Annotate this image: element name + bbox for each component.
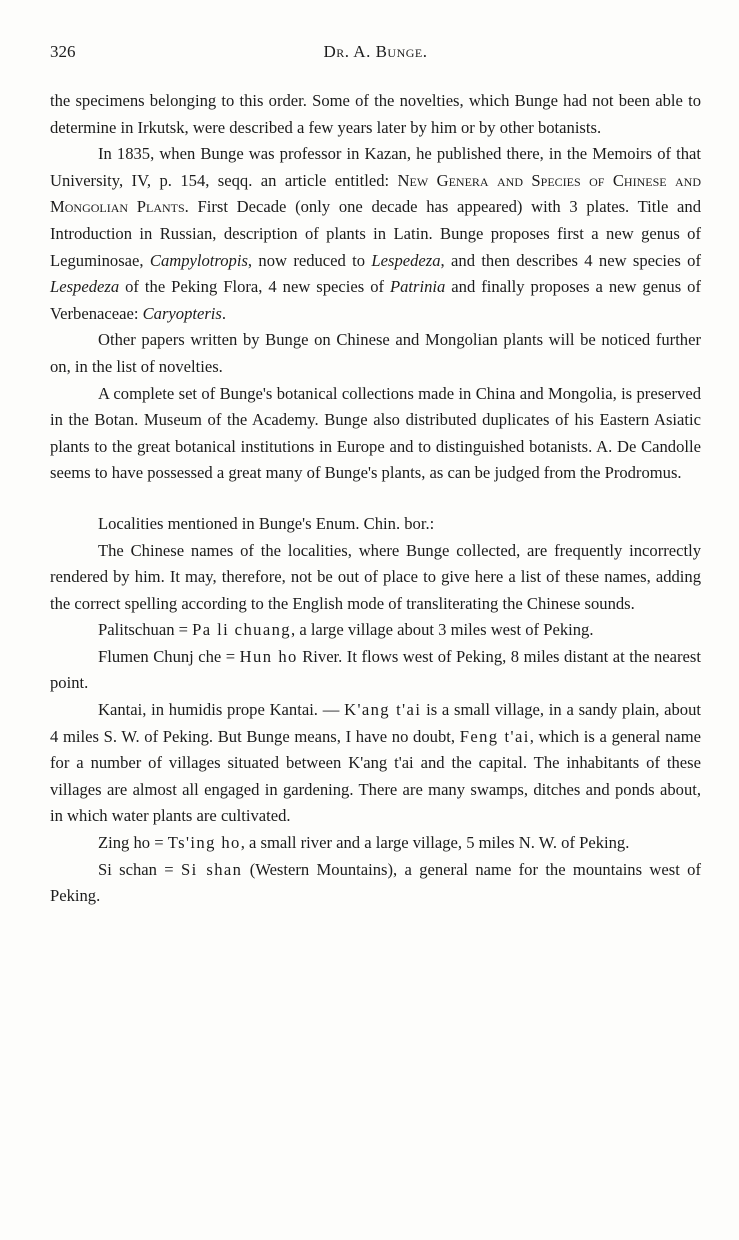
genus-lespedeza-2: Lespedeza bbox=[50, 277, 120, 297]
p10-text-b: , a small river and a large village, 5 miles N. W. of Peking. bbox=[240, 833, 630, 853]
p8-name: Hun ho bbox=[239, 646, 298, 666]
section-gap bbox=[50, 487, 701, 511]
p9-name-2: Feng t'ai bbox=[459, 726, 530, 746]
locality-palitschuan bbox=[50, 617, 701, 644]
book-page bbox=[0, 40, 739, 1240]
paragraph-1: the specimens belonging to this order. Some of the novelties, which Bunge had not been able to determine in Irkutsk, were described a few years later by him or by other botanists. bbox=[50, 91, 701, 137]
paragraph-4: A complete set of Bunge's botanical collections made in China and Mongolia, is preserved in the Botan. Museum of the Academy. Bunge also distributed duplicates of his Eastern Asiatic plants to the great botanical institutions in Europe and to distinguished botanists. A. De Candolle seems to have possessed a great many of Bunge's plants, as can be judged from the Prodromus. bbox=[50, 383, 701, 483]
localities-heading: Localities mentioned in Bunge's Enum. Chin. bor.: bbox=[98, 513, 435, 533]
genus-lespedeza-1: Lespedeza bbox=[371, 250, 441, 270]
p7-name: Pa li chuang bbox=[192, 620, 292, 640]
page-header bbox=[50, 40, 701, 70]
p9-name-1: K'ang t'ai bbox=[344, 700, 422, 720]
p9-name-3: K'ang t'ai bbox=[348, 753, 414, 773]
p9-text-b: is a small village, in a sandy plain, about 4 miles S. W. of Peking. But Bunge means, I have no doubt, bbox=[50, 700, 701, 746]
p2-text-b: First Decade (only one decade has appeared) with 3 plates. Title and Introduction in Russian, description of plants in Latin. Bunge proposes first a new genus of Leguminosae, bbox=[50, 197, 701, 270]
locality-tsing-ho bbox=[50, 830, 701, 857]
p7-text-b: , a large village about 3 miles west of Peking. bbox=[291, 620, 594, 640]
locality-si-shan bbox=[50, 857, 701, 910]
p8-text-b: River. It flows west of Peking, 8 miles distant at the nearest point. bbox=[50, 646, 701, 693]
p2-text-f: and finally proposes a new genus of Verbenaceae: bbox=[50, 277, 701, 323]
p8-text-a: Flumen Chunj che = bbox=[98, 646, 240, 666]
p2-text-e: of the Peking Flora, 4 new species of bbox=[119, 277, 390, 297]
p11-text-a: Si schan = bbox=[98, 859, 181, 879]
paragraph-6: The Chinese names of the localities, where Bunge collected, are frequently incorrectly rendered by him. It may, therefore, not be out of place to give here a list of these names, adding the correct spelling according to the English mode of transliterating the Chinese sounds. bbox=[50, 540, 701, 613]
body-text bbox=[50, 88, 701, 910]
p11-name: Si shan bbox=[180, 859, 243, 879]
p10-name: Ts'ing ho bbox=[167, 833, 241, 853]
paragraph-3: Other papers written by Bunge on Chinese and Mongolian plants will be noticed further on, in the list of novelties. bbox=[50, 330, 701, 376]
p11-text-b: (Western Mountains), a general name for the mountains west of Peking. bbox=[50, 859, 701, 906]
genus-patrinia: Patrinia bbox=[390, 277, 446, 297]
p7-text-a: Palitschuan = bbox=[98, 620, 193, 640]
p2-text-a: In 1835, when Bunge was professor in Kazan, he published there, in the Memoirs of that University, IV, p. 154, seqq. an article entitled: bbox=[50, 144, 701, 190]
running-head: Dr. A. Bunge. bbox=[323, 42, 428, 61]
locality-kantai bbox=[50, 697, 701, 830]
p9-text-a: Kantai, in humidis prope Kantai. — bbox=[98, 700, 345, 720]
locality-hun-ho bbox=[50, 644, 701, 697]
p2-text-g: . bbox=[221, 303, 227, 323]
article-title: New Genera and Species of Chinese and Mongolian Plants. bbox=[50, 170, 701, 217]
page-number: 326 bbox=[50, 42, 76, 61]
p2-text-d: , and then describes 4 new species of bbox=[440, 250, 701, 270]
p10-text-a: Zing ho = bbox=[98, 833, 168, 853]
p9-text-c: , which is a general name for a number of villages situated between bbox=[50, 726, 702, 773]
p2-text-c: , now reduced to bbox=[247, 250, 372, 270]
paragraph-2 bbox=[50, 141, 701, 327]
genus-caryopteris: Caryopteris bbox=[142, 303, 222, 323]
genus-campylotropis: Campylotropis bbox=[149, 250, 248, 270]
p9-text-d: and the capital. The inhabitants of these villages are almost all engaged in gardening. There are many swamps, ditches and ponds about, in which water plants are cultivated. bbox=[50, 753, 701, 826]
